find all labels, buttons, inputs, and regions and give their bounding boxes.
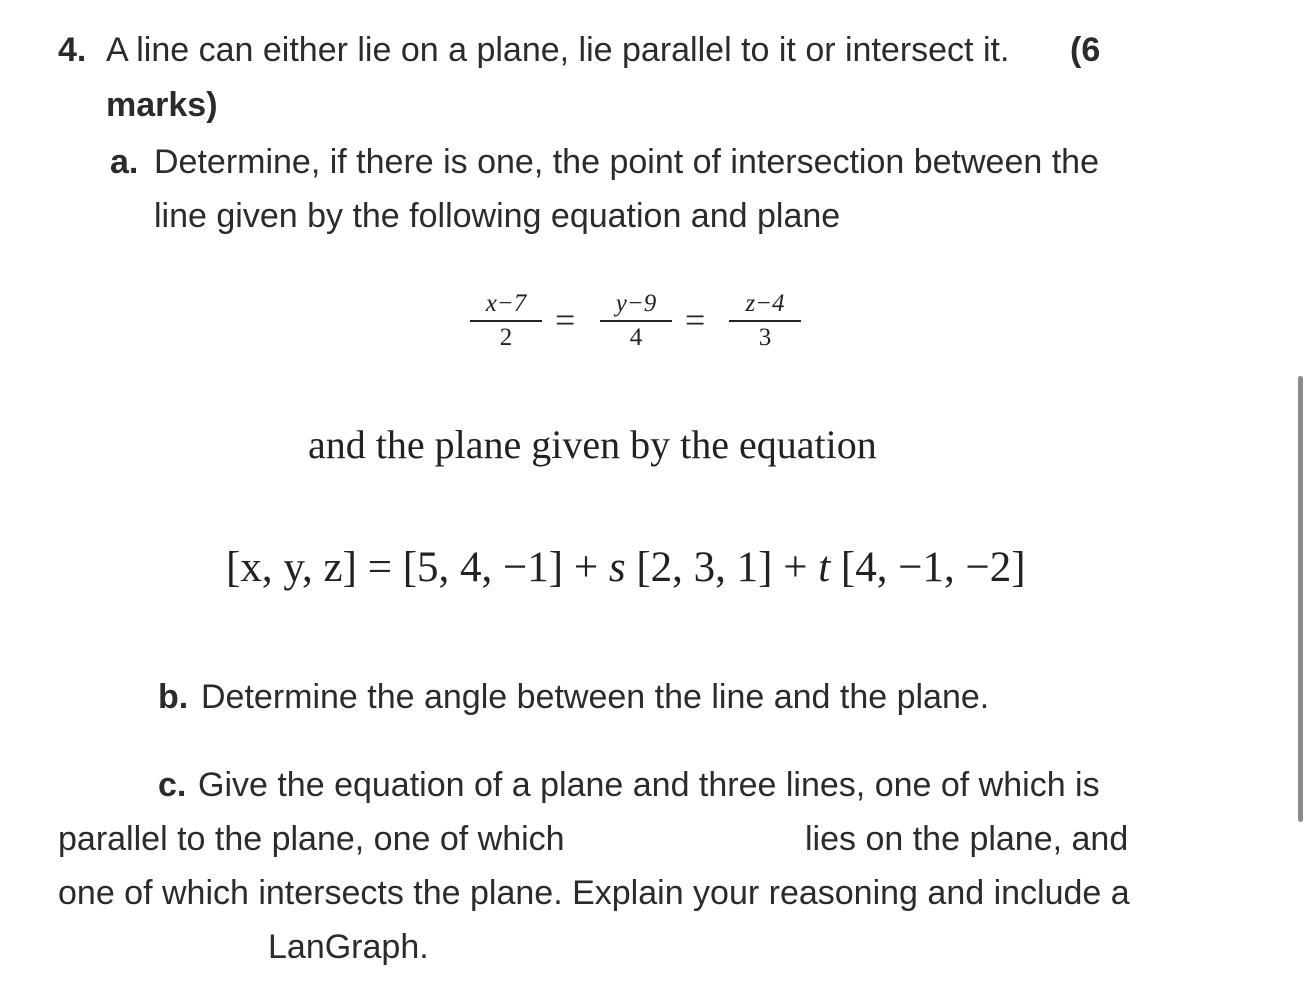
- plane-parameter-s: s: [608, 544, 626, 591]
- fraction-x-bar: [470, 320, 542, 322]
- equals-sign-2: =: [685, 300, 706, 340]
- plane-intro-text: and the plane given by the equation: [308, 422, 877, 467]
- plane-equation-point: = [5, 4, −1] +: [367, 544, 599, 591]
- fraction-y: [600, 290, 672, 352]
- part-c-line-2a: parallel to the plane, one of which: [58, 820, 565, 858]
- fraction-z-bar: [729, 320, 801, 322]
- question-marks-start: (6: [1070, 31, 1101, 69]
- equals-sign-1: =: [555, 300, 576, 340]
- part-c-line-2b: lies on the plane, and: [805, 820, 1129, 858]
- fraction-y-bar: [600, 320, 672, 322]
- question-number: 4.: [58, 31, 87, 69]
- fraction-x-numerator: x−7: [485, 290, 527, 317]
- part-c-label: c.: [158, 766, 187, 804]
- vertical-scrollbar[interactable]: [1298, 376, 1303, 822]
- plane-direction-1: [2, 3, 1] +: [636, 544, 808, 591]
- plane-equation: [226, 540, 1026, 596]
- fraction-z-numerator: z−4: [745, 290, 785, 317]
- part-a-line-2: line given by the following equation and plane: [154, 197, 841, 235]
- part-a-label: a.: [110, 143, 139, 181]
- part-b-text: Determine the angle between the line and the plane.: [201, 678, 990, 716]
- question-text: A line can either lie on a plane, lie parallel to it or intersect it.: [106, 31, 1010, 69]
- part-c-line-3: one of which intersects the plane. Explain your reasoning and include a: [58, 874, 1130, 912]
- question-marks-end: marks): [106, 86, 218, 124]
- part-b-label: b.: [158, 678, 189, 716]
- fraction-z: [729, 290, 801, 352]
- fraction-x-denominator: 2: [499, 323, 513, 351]
- plane-direction-2: [4, −1, −2]: [840, 544, 1026, 591]
- plane-parameter-t: t: [818, 544, 831, 591]
- fraction-x: [470, 290, 542, 352]
- plane-equation-lhs: [x, y, z]: [226, 544, 357, 591]
- part-a-line-1: Determine, if there is one, the point of intersection between the: [154, 143, 1099, 181]
- part-c-line-1: Give the equation of a plane and three lines, one of which is: [198, 766, 1100, 804]
- fraction-y-denominator: 4: [629, 323, 643, 351]
- fraction-z-denominator: 3: [758, 323, 772, 351]
- fraction-y-numerator: y−9: [615, 290, 657, 317]
- part-c-line-4: LanGraph.: [268, 928, 429, 966]
